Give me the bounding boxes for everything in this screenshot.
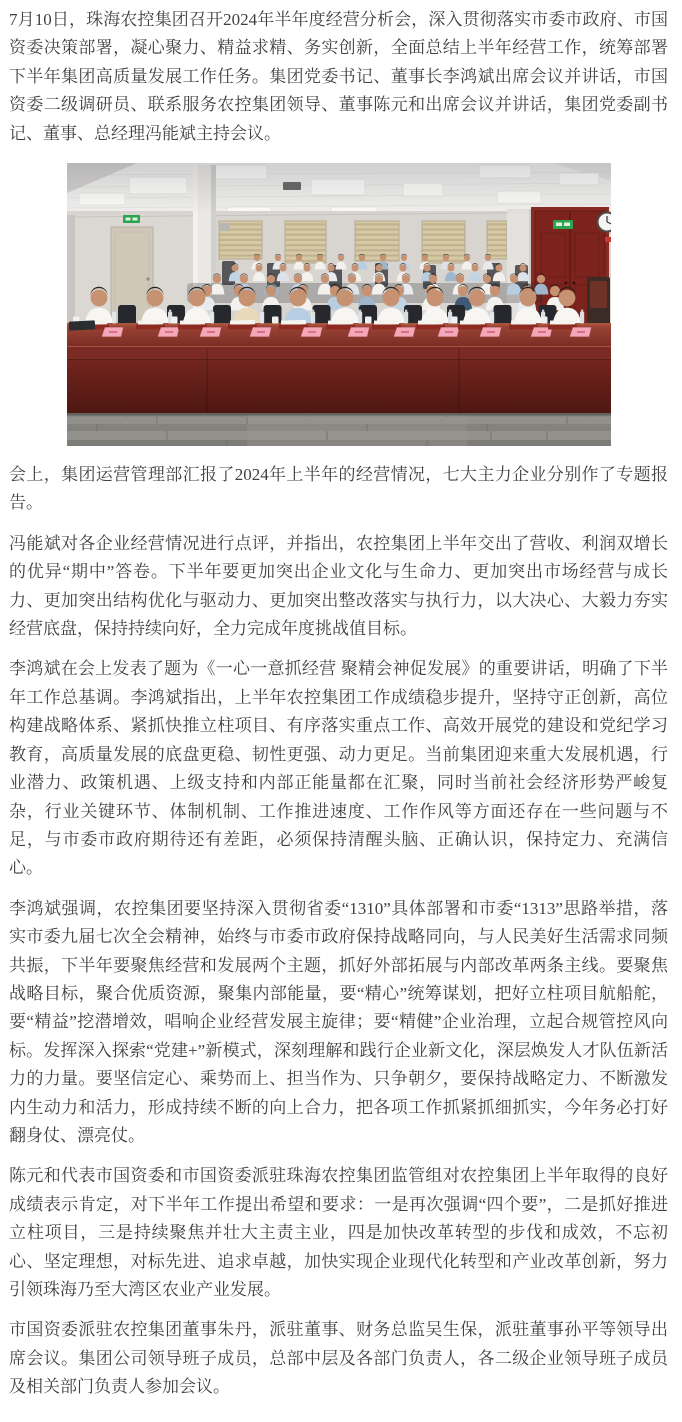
meeting-photo[interactable]: [67, 163, 611, 446]
paragraph-li-speech: 李鸿斌在会上发表了题为《一心一意抓经营 聚精会神促发展》的重要讲话，明确了下半年工作总基调。李鸿斌指出，上半年农控集团工作成绩稳步提升，坚持守正创新，高位构建战略体系、紧抓快推立柱项目、有序落实重点工作、高效开展党的建设和党纪学习教育，高质量发展的底盘更稳、韧性更强、动力更足。当前集团迎来重大发展机遇，行业潜力、政策机遇、上级支持和内部正能量都在汇聚，同时当前社会经济形势严峻复杂，行业关键环节、体制机制、工作推进速度、工作作风等方面还存在一些问题与不足，与市委市政府期待还有差距，必须保持清醒头脑、正确认识，保持定力、充满信心。: [9, 659, 668, 878]
paragraph-li-emphasis: 李鸿斌强调，农控集团要坚持深入贯彻省委“1310”具体部署和市委“1313”思路举措，落实市委九届七次全会精神，始终与市委市政府保持战略同向，与人民美好生活需求同频共振，下半年要聚焦经营和发展两个主题，抓好外部拓展与内部改革两条主线。要聚焦战略目标，聚合优质资源，聚集内部能量，要“精心”统筹谋划，把好立柱项目航船舵，要“精益”挖潜增效，唱响企业经营发展主旋律；要“精健”企业治理，立起合规管控风向标。发挥深入探索“党建+”新模式，深刻理解和践行企业新文化，深层焕发人才队伍新活力的力量。要坚信定心、乘势而上、担当作为、只争朝夕，要保持战略定力、不断激发内生动力和活力，形成持续不断的向上合力，把各项工作抓紧抓细抓实，今年务必打好翻身仗、漂亮仗。: [9, 898, 668, 1145]
photo-vignette: [67, 163, 611, 446]
meeting-photo-scene: [67, 163, 611, 446]
paragraph-report: 会上，集团运营管理部汇报了2024年上半年的经营情况，七大主力企业分别作了专题报告。: [9, 465, 668, 513]
paragraph-feng-remarks: 冯能斌对各企业经营情况进行点评，并指出，农控集团上半年交出了营收、利润双增长的优异“期中”答卷。下半年要更加突出企业文化与生命力、更加突出市场经营与成长力、更加突出结构优化与驱动力、更加突出整改落实与执行力，以大决心、大毅力夯实经营底盘，保持持续向好，全力完成年度挑战值目标。: [9, 533, 668, 639]
paragraph-intro: 7月10日，珠海农控集团召开2024年半年度经营分析会，深入贯彻落实市委市政府、市国资委决策部署，凝心聚力、精益求精、务实创新，全面总结上半年经营工作，统筹部署下半年集团高质量发展工作任务。集团党委书记、董事长李鸿斌出席会议并讲话，市国资委二级调研员、联系服务农控集团领导、董事陈元和出席会议并讲话，集团党委副书记、董事、总经理冯能斌主持会议。: [9, 10, 668, 143]
paragraph-chen-remarks: 陈元和代表市国资委和市国资委派驻珠海农控集团监管组对农控集团上半年取得的良好成绩表示肯定，对下半年工作提出希望和要求：一是再次强调“四个要”，二是抓好推进立柱项目，三是持续聚焦并壮大主责主业，四是加快改革转型的步伐和成效，不忘初心、坚定理想，对标先进、追求卓越，加快实现企业现代化转型和产业改革创新，努力引领珠海乃至大湾区农业产业发展。: [9, 1166, 668, 1299]
paragraph-attendees: 市国资委派驻农控集团董事朱丹，派驻董事、财务总监吴生保，派驻董事孙平等领导出席会议。集团公司领导班子成员，总部中层及各部门负责人，各二级企业领导班子成员及相关部门负责人参加会议。: [9, 1320, 668, 1397]
